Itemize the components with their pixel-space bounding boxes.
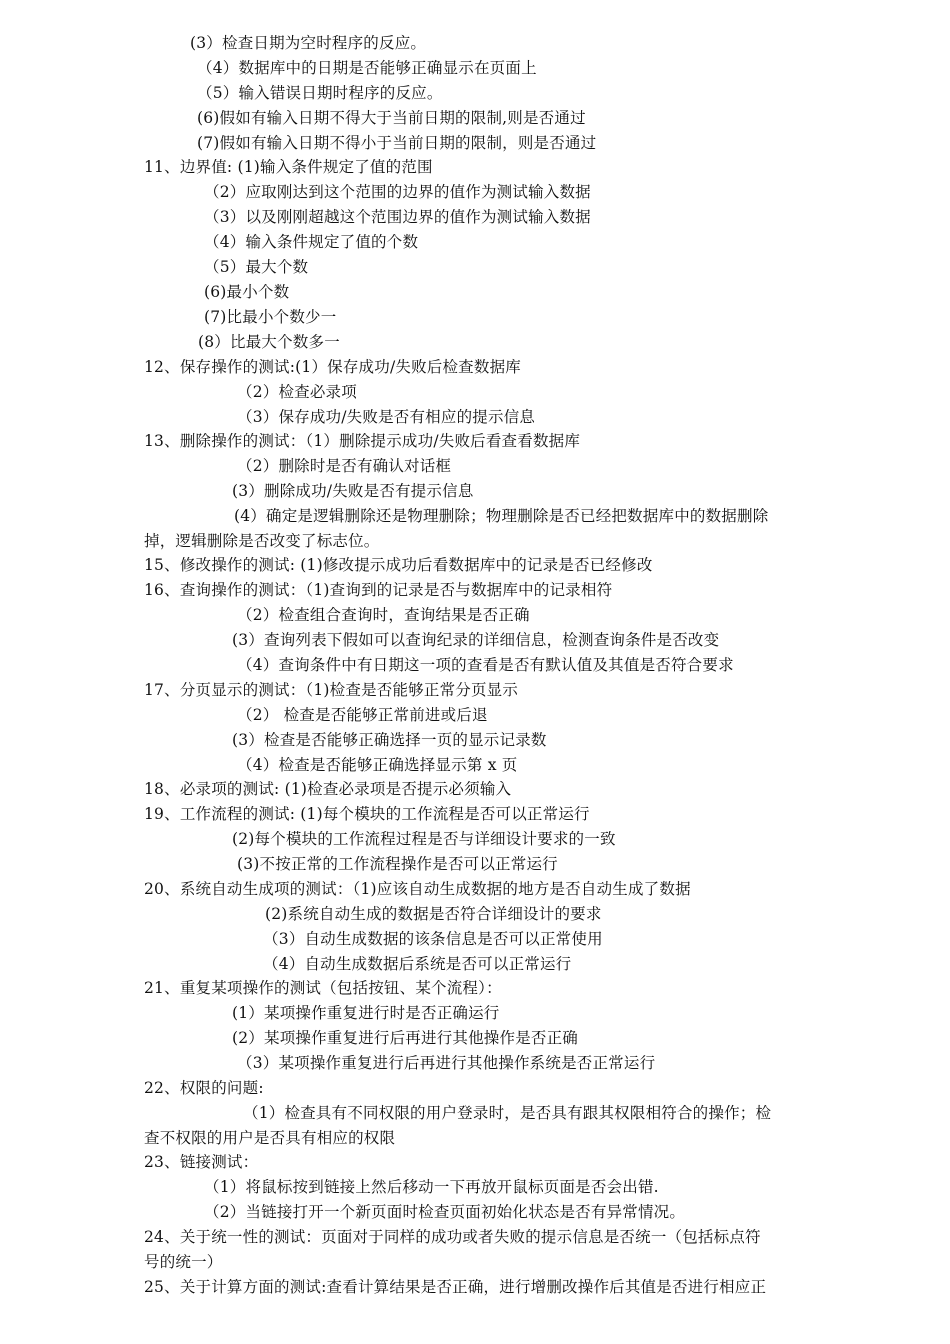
text-line: （4）输入条件规定了值的个数 [204,233,419,251]
section-heading: 19、工作流程的测试: (1)每个模块的工作流程是否可以正常运行 [144,805,590,823]
text-line: （3）自动生成数据的该条信息是否可以正常使用 [263,930,603,948]
text-line: (3）删除成功/失败是否有提示信息 [232,482,474,500]
text-line: （2）应取刚达到这个范围的边界的值作为测试输入数据 [204,183,591,201]
section-heading: 18、必录项的测试: (1)检查必录项是否提示必须输入 [144,780,512,798]
text-line: (1）某项操作重复进行时是否正确运行 [232,1004,500,1022]
text-line: (3）检查是否能够正确选择一页的显示记录数 [232,731,547,749]
text-line: (6)最小个数 [204,283,290,301]
text-line: （2）检查组合查询时，查询结果是否正确 [237,606,530,624]
text-line: (2)系统自动生成的数据是否符合详细设计的要求 [265,905,602,923]
text-line: （3）保存成功/失败是否有相应的提示信息 [237,408,536,426]
text-line: （2）删除时是否有确认对话框 [237,457,452,475]
text-line: （5）最大个数 [204,258,309,276]
text-line: （4）查询条件中有日期这一项的查看是否有默认值及其值是否符合要求 [237,656,734,674]
section-heading: 20、系统自动生成项的测试：（1)应该自动生成数据的地方是否自动生成了数据 [144,880,691,898]
text-line: （1）将鼠标按到链接上然后移动一下再放开鼠标页面是否会出错. [204,1178,659,1196]
text-line: (3）检查日期为空时程序的反应。 [190,34,427,52]
section-heading: 11、边界值: (1)输入条件规定了值的范围 [144,158,433,176]
section-heading: 23、链接测试： [144,1153,259,1171]
text-line: (8）比最大个数多一 [198,333,340,351]
text-line: (7)比最小个数少一 [204,308,337,326]
section-heading: 16、查询操作的测试：（1)查询到的记录是否与数据库中的记录相符 [144,581,613,599]
text-line: 号的统一） [144,1253,223,1271]
text-line: （3）某项操作重复进行后再进行其他操作系统是否正常运行 [237,1054,656,1072]
text-line: （1）检查具有不同权限的用户登录时，是否具有跟其权限相符合的操作；检 [243,1104,772,1122]
text-line: （3）以及刚刚超越这个范围边界的值作为测试输入数据 [204,208,591,226]
text-line: (7)假如有输入日期不得小于当前日期的限制，则是否通过 [197,134,597,152]
section-heading: 17、分页显示的测试：（1)检查是否能够正常分页显示 [144,681,519,699]
text-line: （2）检查必录项 [237,383,357,401]
text-line: （4）数据库中的日期是否能够正确显示在页面上 [197,59,537,77]
section-heading: 24、关于统一性的测试：页面对于同样的成功或者失败的提示信息是否统一（包括标点符 [144,1228,761,1246]
section-heading: 12、保存操作的测试:(1）保存成功/失败后检查数据库 [144,358,521,376]
text-line: (2）某项操作重复进行后再进行其他操作是否正确 [232,1029,579,1047]
section-heading: 15、修改操作的测试: (1)修改提示成功后看数据库中的记录是否已经修改 [144,556,653,574]
section-heading: 22、权限的问题: [144,1079,264,1097]
text-line: 查不权限的用户是否具有相应的权限 [144,1129,396,1147]
text-line: (4）确定是逻辑删除还是物理删除；物理删除是否已经把数据库中的数据删除 [234,507,769,525]
text-line: (3)不按正常的工作流程操作是否可以正常运行 [237,855,558,873]
text-line: (6)假如有输入日期不得大于当前日期的限制,则是否通过 [197,109,586,127]
section-heading: 21、重复某项操作的测试（包括按钮、某个流程）： [144,979,502,997]
text-line: （2） 检查是否能够正常前进或后退 [237,706,488,724]
section-heading: 13、删除操作的测试：（1）删除提示成功/失败后看查看数据库 [144,432,581,450]
text-line: 掉，逻辑删除是否改变了标志位。 [144,532,380,550]
text-line: （5）输入错误日期时程序的反应。 [197,84,443,102]
text-line: （2）当链接打开一个新页面时检查页面初始化状态是否有异常情况。 [204,1203,686,1221]
text-line: （4）检查是否能够正确选择显示第 x 页 [237,756,518,774]
text-line: (3）查询列表下假如可以查询纪录的详细信息，检测查询条件是否改变 [232,631,720,649]
section-heading: 25、关于计算方面的测试:查看计算结果是否正确，进行增删改操作后其值是否进行相应正 [144,1278,767,1296]
text-line: （4）自动生成数据后系统是否可以正常运行 [263,955,572,973]
text-line: (2)每个模块的工作流程过程是否与详细设计要求的一致 [232,830,616,848]
